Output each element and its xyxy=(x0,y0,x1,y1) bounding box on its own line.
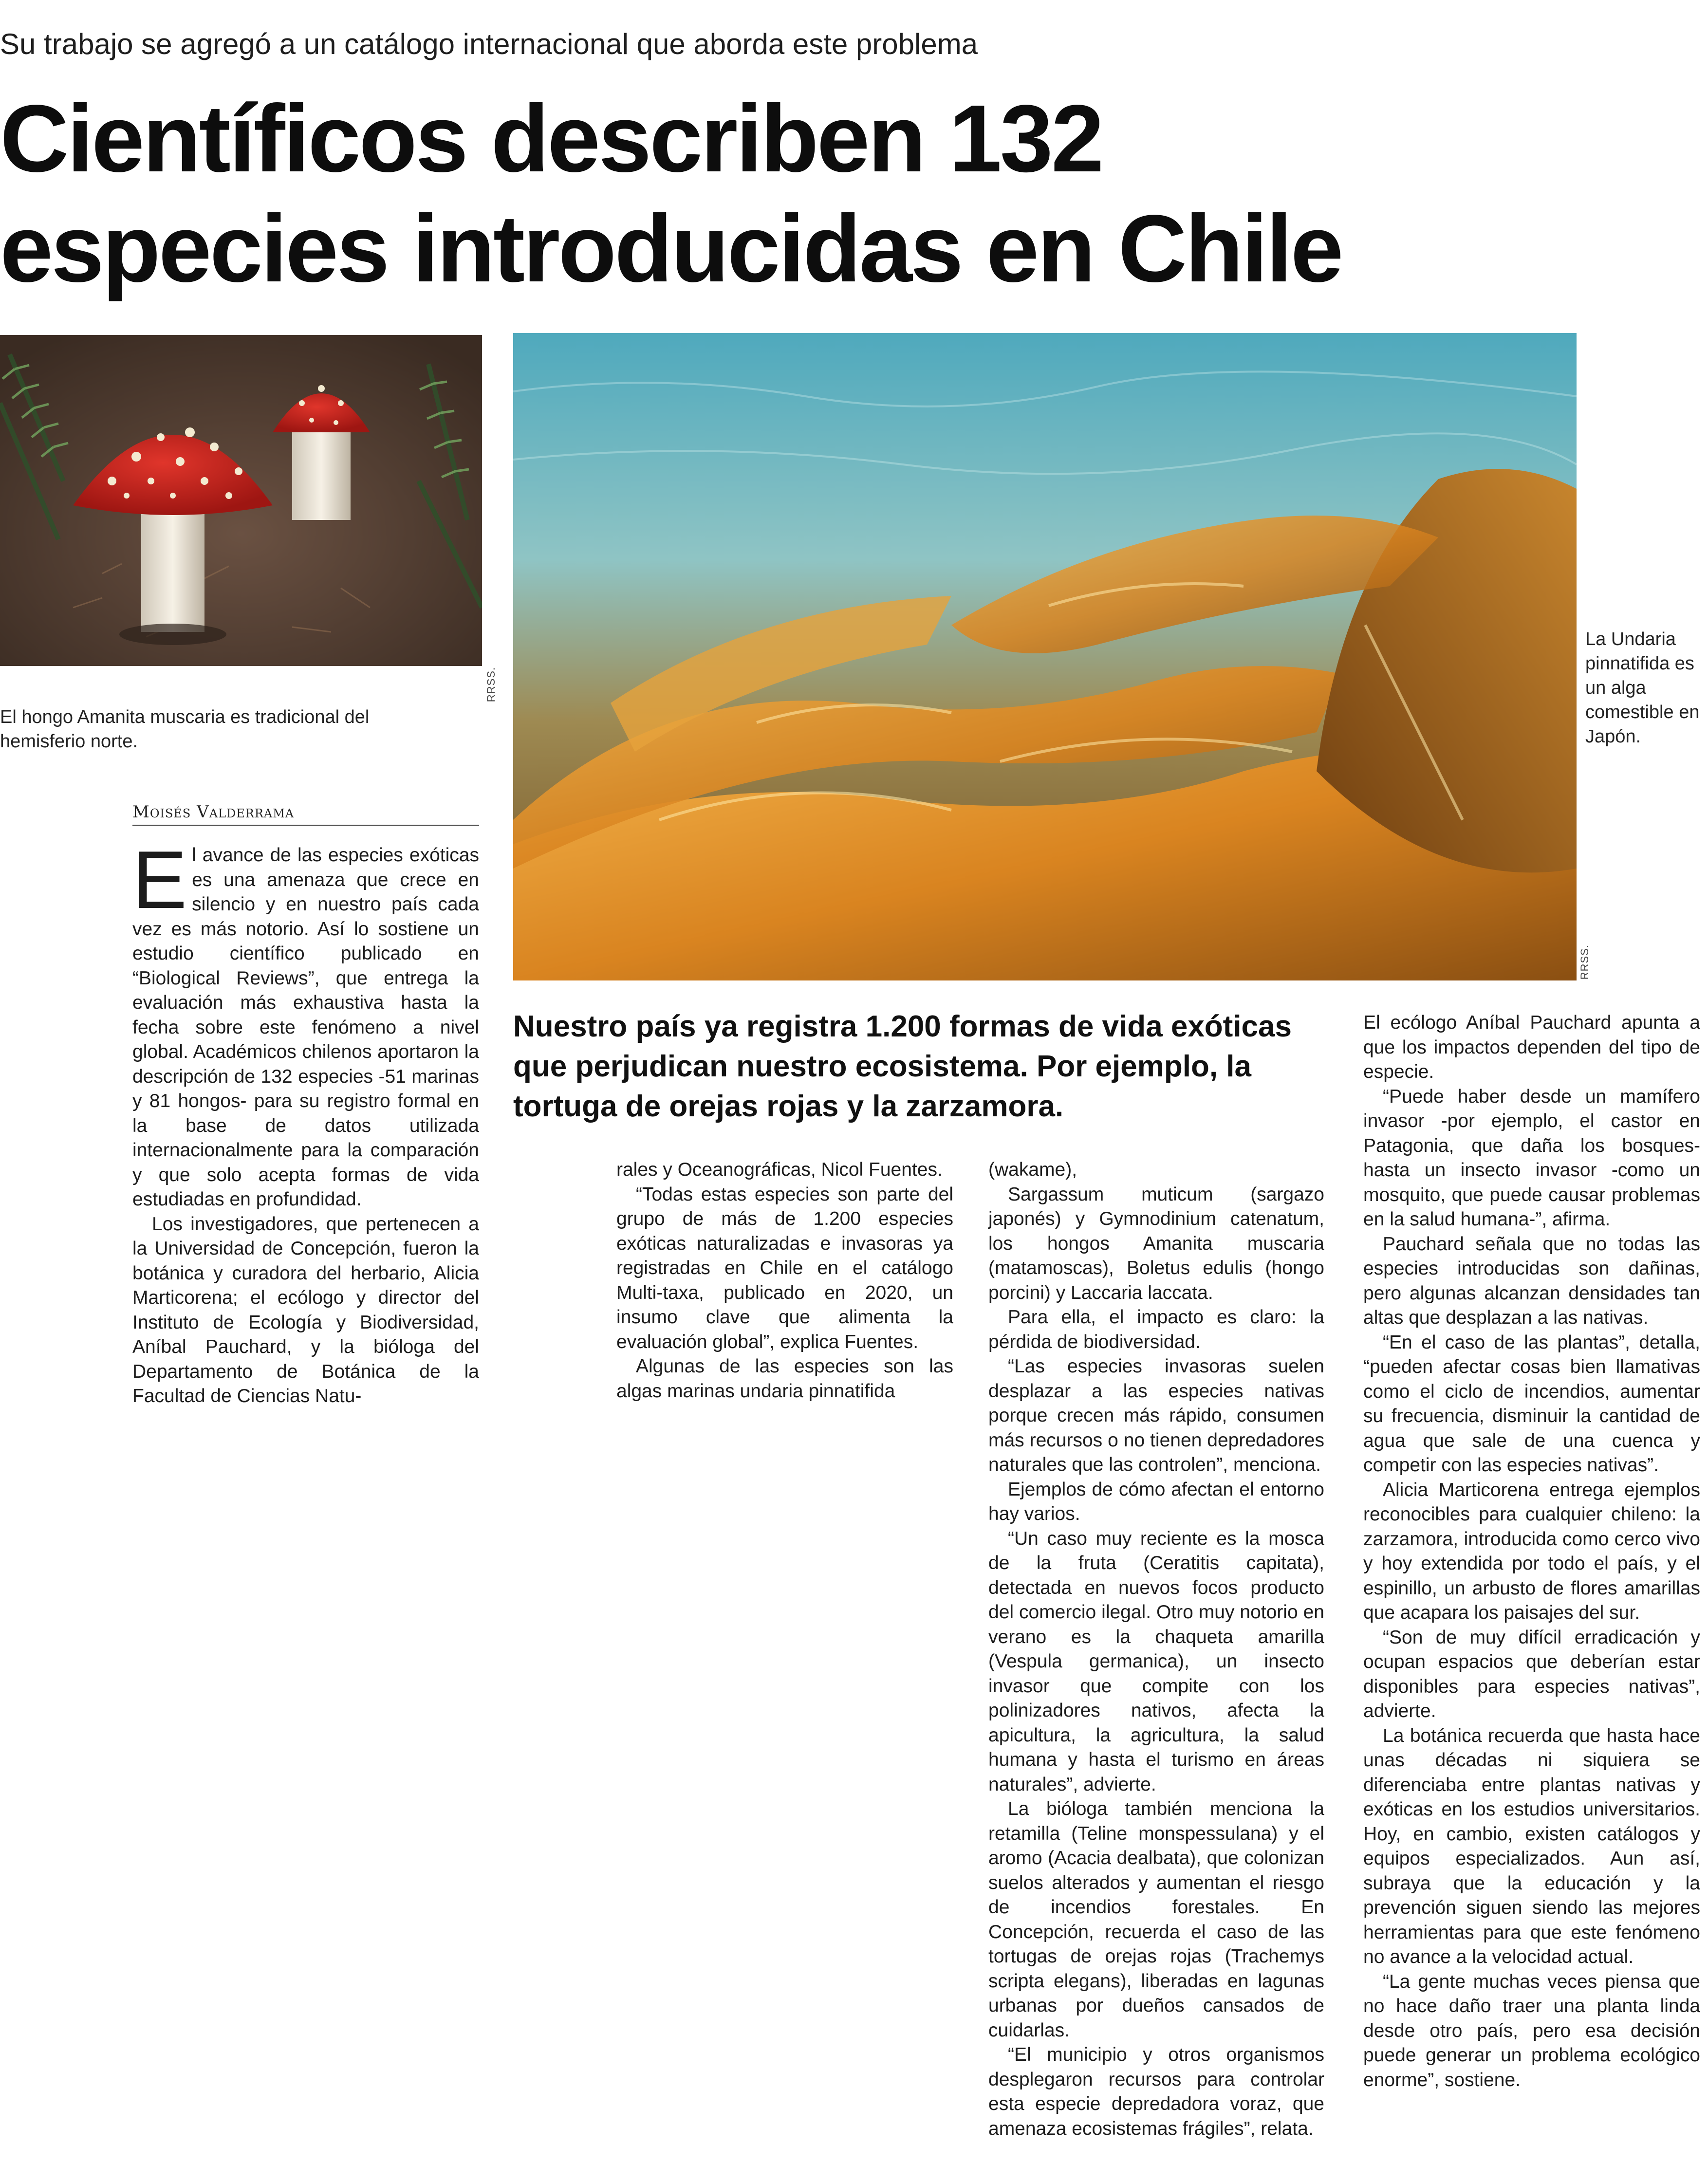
deck: Nuestro país ya registra 1.200 formas de vida exóticas que perjudican nuestro ecosistema. Por ejemplo, la tortuga de orejas rojas y la zarzamora. xyxy=(513,1010,1292,1123)
paragraph-text: l avance de las especies exóticas es una amenaza que crece en silencio y en nuestro país cada vez es más notorio. Así lo sostiene un estudio científico publicado en “Biological Reviews”, que entrega la evaluación más exhaustiva hasta la fecha sobre este fenómeno a nivel global. Académicos chilenos aportaron la descripción de 132 especies -51 marinas y 81 hongos- para su registro formal en la base de datos utilizada internacionalmente para la comparación y que solo acepta formas de vida estudiadas en profundidad. xyxy=(132,845,479,1210)
paragraph: rales y Oceanográficas, Nicol Fuentes. xyxy=(616,1159,943,1180)
body-column-2 xyxy=(616,1158,953,1404)
paragraph: “En el caso de las plantas”, detalla, “pueden afectar cosas bien llamativas como el ciclo de incendios, aumentar su frecuencia, disminuir la cantidad de agua que sale de una cuenca y competir con las especies nativas”. xyxy=(1363,1331,1700,1476)
paragraph: Los investigadores, que pertenecen a la Universidad de Concepción, fueron la botánica y curadora del herbario, Alicia Marticorena; el ecólogo y director del Instituto de Ecología y Biodiversidad, Aníbal Pauchard, y la bióloga del Departamento de Botánica de la Facultad de Ciencias Natu- xyxy=(132,1213,479,1406)
paragraph: Ejemplos de cómo afectan el entorno hay varios. xyxy=(988,1479,1324,1524)
photo-credit-left: RRSS. xyxy=(485,667,497,703)
paragraph: Algunas de las especies son las algas marinas undaria pinnatifida xyxy=(616,1356,953,1402)
paragraph: La bióloga también menciona la retamilla (Teline monspessulana) y el aromo (Acacia dealbata), que colonizan suelos alterados y aumentan el riesgo de incendios forestales. En Concepción, recuerda el caso de las tortugas de orejas rojas (Trachemys scripta elegans), liberadas en lagunas urbanas por dueños cansados de cuidarlas. xyxy=(988,1798,1324,2041)
paragraph: “El municipio y otros organismos desplegaron recursos para controlar esta especie depredadora voraz, que amenaza ecosistemas frágiles”, relata. xyxy=(988,2044,1324,2139)
amanita-photo xyxy=(0,335,482,666)
paragraph: “Todas estas especies son parte del grupo de más de 1.200 especies exóticas naturalizadas e invasoras ya registradas en Chile en el catálogo Multi-taxa, publicado en 2020, un insumo clave que alimenta la evaluación global”, explica Fuentes. xyxy=(616,1183,953,1352)
paragraph: “Un caso muy reciente es la mosca de la fruta (Ceratitis capitata), detectada en nuevos focos producto del comercio ilegal. Otro muy notorio en verano es la chaqueta amarilla (Vespula germanica), un insecto invasor que compite con los polinizadores nativos, afecta la apicultura, la agricultura, la salud humana y hasta el turismo en áreas naturales”, advierte. xyxy=(988,1528,1324,1795)
body-column-4 xyxy=(1363,1011,1700,2092)
byline xyxy=(132,802,479,826)
paragraph: El ecólogo Aníbal Pauchard apunta a que los impactos dependen del tipo de especie. xyxy=(1363,1012,1700,1082)
paragraph: Pauchard señala que no todas las especies introducidas son dañinas, pero algunas alcanzan densidades tan altas que desplazan a las nativas. xyxy=(1363,1233,1700,1328)
paragraph: “Puede haber desde un mamífero invasor -por ejemplo, el castor en Patagonia, que daña los bosques- hasta un insecto invasor -como un mosquito, que puede causar problemas en la salud humana-”, afirma. xyxy=(1363,1086,1700,1230)
photo-credit-right: RRSS. xyxy=(1578,944,1591,980)
headline-line-2: especies introducidas en Chile xyxy=(0,195,1342,302)
body-column-1 xyxy=(132,834,479,1409)
headline xyxy=(0,84,1680,304)
body-column-3 xyxy=(988,1158,1324,2141)
paragraph: (wakame), xyxy=(988,1159,1077,1180)
paragraph: “Son de muy difícil erradicación y ocupan espacios que deberían estar disponibles para especies nativas”, advierte. xyxy=(1363,1627,1700,1721)
paragraph: “La gente muchas veces piensa que no hace daño traer una planta linda desde otro país, pero esa decisión puede generar un problema ecológico enorme”, sostiene. xyxy=(1363,1971,1700,2090)
byline-text: Moisés Valderrama xyxy=(132,802,295,822)
paragraph xyxy=(132,834,479,1212)
drop-cap: E xyxy=(132,834,187,925)
undaria-illustration xyxy=(513,333,1577,980)
amanita-illustration xyxy=(0,335,482,666)
paragraph: “Las especies invasoras suelen desplazar a las especies nativas porque crecen más rápido, consumen más recursos o no tienen depredadores naturales que las controlen”, menciona. xyxy=(988,1356,1324,1475)
paragraph: Para ella, el impacto es claro: la pérdida de biodiversidad. xyxy=(988,1307,1324,1352)
photo-caption-right: La Undaria pinnatifida es un alga comestible en Japón. xyxy=(1585,629,1700,747)
paragraph: Sargassum muticum (sargazo japonés) y Gymnodinium catenatum, los hongos Amanita muscaria (matamoscas), Boletus edulis (hongo porcini) y Laccaria laccata. xyxy=(988,1183,1324,1303)
kicker: Su trabajo se agregó a un catálogo internacional que aborda este problema xyxy=(0,28,978,60)
undaria-photo xyxy=(513,333,1577,980)
headline-line-1: Científicos describen 132 xyxy=(0,85,1102,192)
photo-caption-left: El hongo Amanita muscaria es tradicional del hemisferio norte. xyxy=(0,707,370,752)
paragraph: La botánica recuerda que hasta hace unas décadas ni siquiera se diferenciaba entre plantas nativas y exóticas en los estudios universitarios. Hoy, en cambio, existen catálogos y equipos especializados. Aun así, subraya que la educación y la prevención siguen siendo las mejores herramientas para que este fenómeno no avance a la velocidad actual. xyxy=(1363,1725,1700,1967)
paragraph: Alicia Marticorena entrega ejemplos reconocibles para cualquier chileno: la zarzamora, introducida como cerco vivo y hoy extendida por todo el país, y el espinillo, un arbusto de flores amarillas que acapara los paisajes del sur. xyxy=(1363,1479,1700,1623)
